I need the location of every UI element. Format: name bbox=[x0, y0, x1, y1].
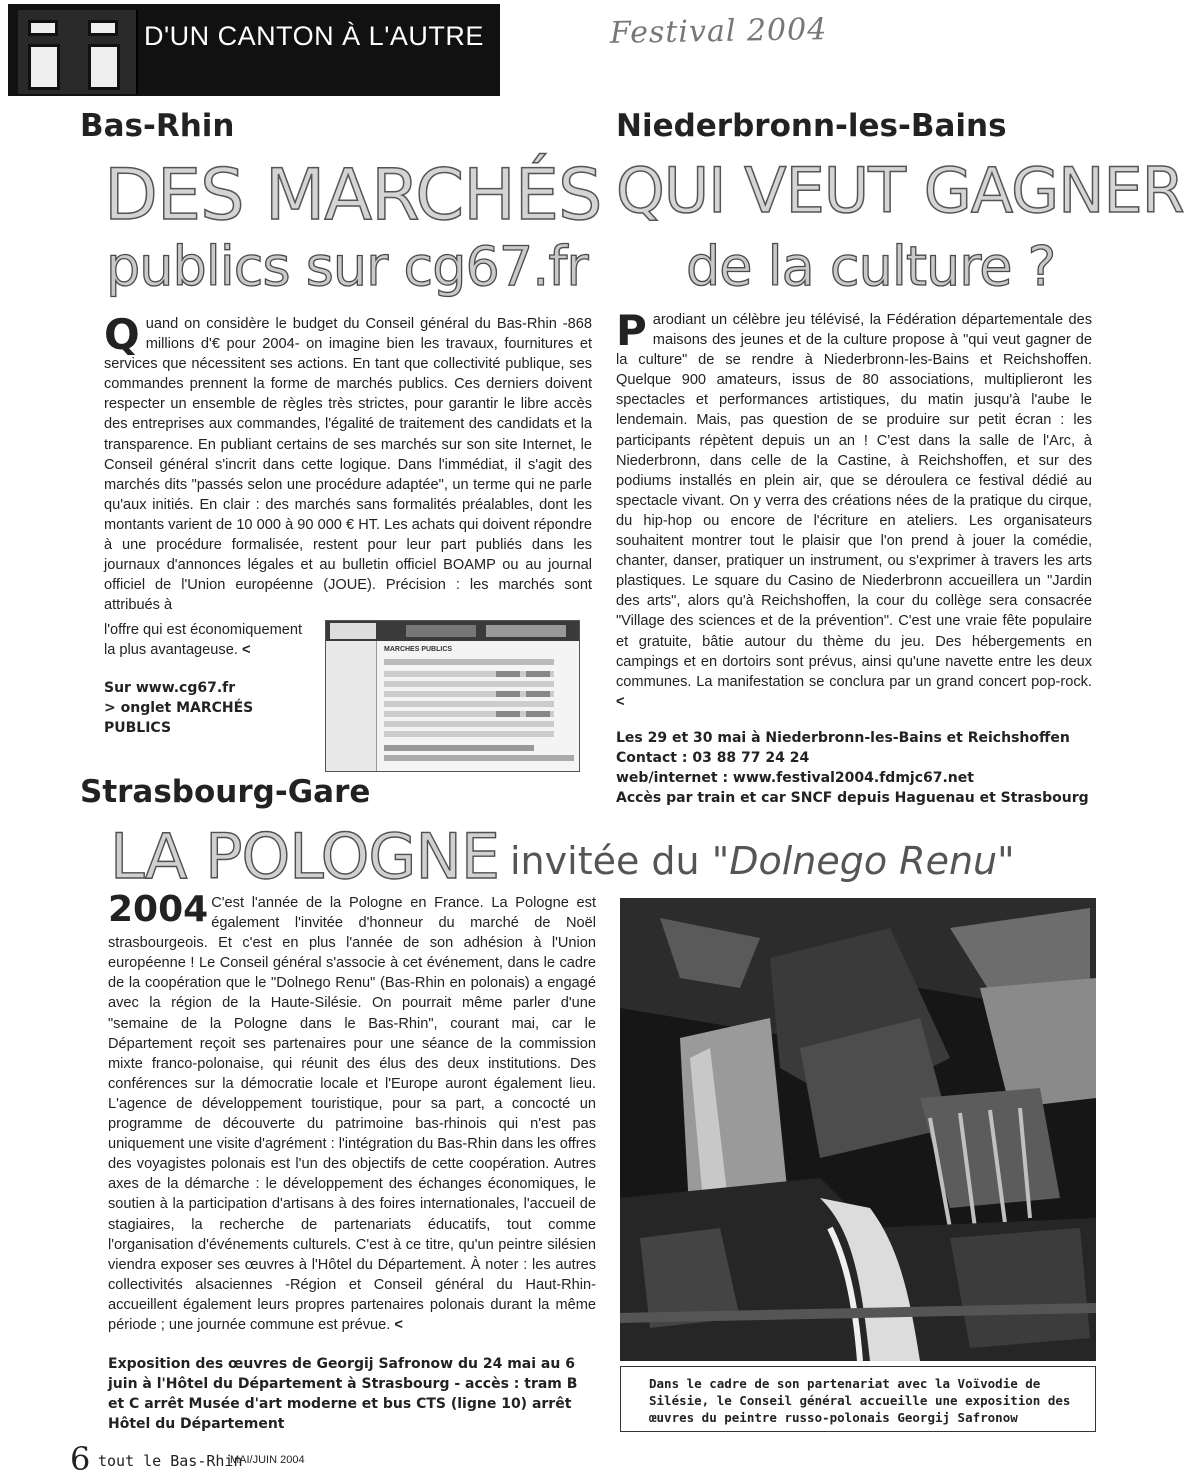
festival-dates: Les 29 et 30 mai à Niederbronn-les-Bains et Reichshoffen bbox=[616, 730, 1070, 746]
dropcap: P bbox=[616, 306, 647, 355]
article-body-pologne bbox=[108, 889, 596, 1335]
issue-date: MAI/JUIN 2004 bbox=[230, 1454, 305, 1466]
headline-publics: publics sur cg67.fr bbox=[106, 235, 588, 298]
section-header bbox=[8, 4, 500, 96]
website-tab-hint: > onglet MARCHÉS PUBLICS bbox=[104, 700, 254, 736]
website-reference bbox=[104, 678, 319, 738]
article-place-strasbourg: Strasbourg-Gare bbox=[80, 774, 371, 810]
article-paragraph: C'est l'année de la Pologne en France. La Pologne est également l'invitée d'honneur du marché de Noël strasbourgeois. Et c'est en plus l'année de son adhésion à l'Union européenne ! Le Conseil général s'associe à cet événement, dans le cadre de la coopération que le "Dolnego Renu" (Bas-Rhin en polonais) a engagé avec la région de la Haute-Silésie. On pourrait même parler d'une "semaine de la Pologne dans le Bas-Rhin", courant mai, car le Département reçoit ses partenaires pour une séance de la commission mixte franco-polonaise, qui réunit des élus des deux institutions. Des conférences sur la démocratie locale et l'Europe auront également lieu. L'agence de développement touristique, pour sa part, a concocté un programme de découverte du patrimoine bas-rhinois qui n'est pas uniquement une visite d'agrément : l'intégration du Bas-Rhin dans les offres des voyagistes polonais est l'un des objectifs de cette coopération. Autres axes de la démarche : le développement des échanges économiques, le soutien à la participation d'artisans à des foires internationales, l'accueil de stagiaires, la recherche de partenariats éducatifs, tout comme l'organisation d'événements culturels. C'est à ce titre, qu'un peintre silésien viendra exposer ses œuvres à l'Hôtel du Département. À noter : les autres collectivités alsaciennes -Région et Conseil général du Haut-Rhin- accueillent également leurs propres partenaires polonais durant la même période ; une journée commune est prévue. bbox=[108, 895, 596, 1333]
painting-artwork bbox=[620, 898, 1096, 1361]
article-place-niederbronn: Niederbronn-les-Bains bbox=[616, 108, 1007, 144]
headline-gagner: QUI VEUT GAGNER bbox=[616, 154, 1184, 227]
article-paragraph: arodiant un célèbre jeu télévisé, la Fédération départementale des maisons des jeunes et de la culture propose à "qui veut gagner de la culture" de se rendre à Niederbronn-les-Bains et Reichshoffen. Quelque 900 amateurs, issus de 80 associations, multiplieront les spectacles et performances artistiques, du matin jusqu'à l'aube le lendemain. Mais, pas question de se produire sur petit écran : les participants répètent depuis un an ! C'est dans la salle de l'Arc, à Niederbronn, dans celle de la Castine, à Reichshoffen, et sur des podiums installés en plein air, que se déroulera ce festival dédié au spectacle vivant. On y verra des créations nées de la pratique du cirque, du hip-hop ou encore de l'écriture en ateliers. Les organisateurs souhaitent montrer tout le plaisir que l'on prend à jouer la comédie, chanter, danser, pratiquer un instrument, ou s'exprimer à travers les arts plastiques. Le square du Casino de Niederbronn accueillera un "Jardin des arts", alors qu'à Reichshoffen, la cour du collège sera consacrée "Village des sciences et de la prévention". C'est une vraie fête populaire et gratuite, bâtie autour du thème du jeu. Des hébergements en campings et en dortoirs sont prévus, ainsi qu'une navette entre les deux communes. La manifestation se conclura par un grand concert pop-rock. bbox=[616, 312, 1092, 690]
article-place-bas-rhin: Bas-Rhin bbox=[80, 108, 235, 144]
painting-caption: Dans le cadre de son partenariat avec la Voïvodie de Silésie, le Conseil général accueille une exposition des œuvres du peintre russo-polonais Georgij Safronow bbox=[620, 1366, 1096, 1432]
painting-image bbox=[620, 898, 1096, 1361]
end-mark: < bbox=[241, 642, 251, 659]
section-title: D'UN CANTON À L'AUTRE bbox=[144, 21, 484, 51]
dropcap: Q bbox=[104, 310, 140, 359]
magazine-name: tout le Bas-Rhin bbox=[98, 1452, 243, 1470]
website-screenshot-thumbnail bbox=[325, 620, 580, 772]
article-body-festival bbox=[616, 306, 1092, 712]
article-body-marches bbox=[104, 310, 592, 615]
thumbnail-label: MARCHES PUBLICS bbox=[384, 646, 453, 653]
year-2004: 2004 bbox=[108, 889, 209, 930]
handwritten-note: Festival 2004 bbox=[609, 12, 828, 51]
page-number: 6 bbox=[70, 1440, 91, 1478]
website-link[interactable]: Sur www.cg67.fr bbox=[104, 680, 236, 696]
article-paragraph: uand on considère le budget du Conseil général du Bas-Rhin -868 millions d'€ pour 2004- on imagine bien les travaux, fournitures et services que nécessitent ses actions. En tant que collectivité publique, ses commandes prennent la forme de marchés publics. Ces derniers doivent respecter un ensemble de règles très strictes, pour garantir le libre accès des entreprises aux commandes, l'égalité de traitement des candidats et la transparence. En publiant certains de ses marchés sur son site Internet, le Conseil général s'incrit dans cette logique. Dans l'immédiat, il s'agit des marchés dits "passés selon une procédure adaptée", un terme qui ne parle qu'aux initiés. En clair : des marchés sans formalités préalables, dont les montants varient de 10 000 à 90 000 € HT. Les achats qui doivent répondre à une procédure formalisée, restent pour leur part publiés dans les journaux d'annonces légales et au bulletin officiel BOAMP ou au journal officiel de l'Union européenne (JOUE). Précision : les marchés sont attribués à bbox=[104, 316, 592, 614]
article-body-tail: l'offre qui est économiquement la plus avantageuse. < bbox=[104, 622, 303, 659]
festival-access: Accès par train et car SNCF depuis Haguenau et Strasbourg bbox=[616, 790, 1089, 806]
end-mark: < bbox=[616, 693, 625, 710]
festival-contact: Contact : 03 88 77 24 24 bbox=[616, 750, 810, 766]
end-mark: < bbox=[394, 1316, 403, 1333]
exhibition-info: Exposition des œuvres de Georgij Safronow du 24 mai au 6 juin à l'Hôtel du Département à Strasbourg - accès : tram B et C arrêt Musée d'art moderne et bus CTS (ligne 10) arrêt Hôtel du Département bbox=[108, 1356, 578, 1432]
headline-pologne: LA POLOGNE bbox=[110, 820, 500, 893]
festival-website[interactable]: web/internet : www.festival2004.fdmjc67.net bbox=[616, 770, 974, 786]
building-icon bbox=[18, 10, 138, 94]
headline-dolnego-renu: invitée du "Dolnego Renu" bbox=[510, 839, 1015, 883]
headline-marches: DES MARCHÉS bbox=[104, 154, 602, 236]
headline-culture: de la culture ? bbox=[686, 235, 1056, 298]
festival-info bbox=[616, 728, 1096, 808]
